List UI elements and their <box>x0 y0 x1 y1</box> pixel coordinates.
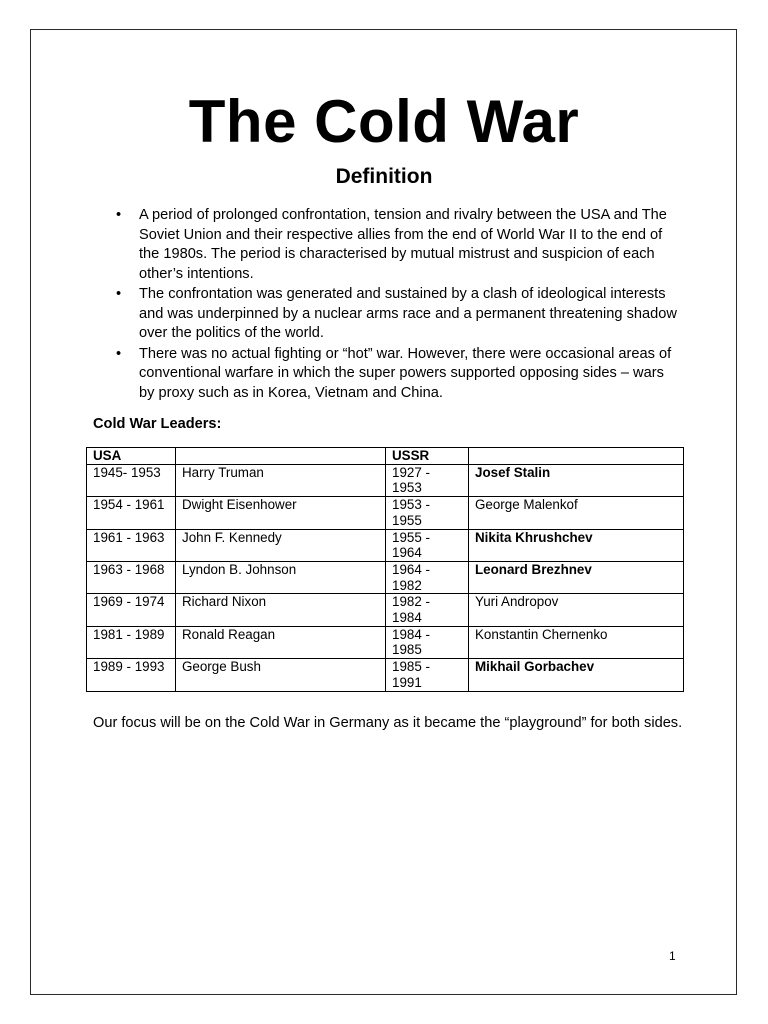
ussr-term: 1964 - 1982 <box>386 561 469 593</box>
table-row <box>87 497 684 529</box>
table-row <box>87 529 684 561</box>
bullet-text: The confrontation was generated and sustained by a clash of ideological interests and was underpinned by a nuclear arms race and a permanent threatening shadow over the politics of the world. <box>139 286 677 341</box>
page-title: The Cold War <box>188 88 580 155</box>
usa-term: 1954 - 1961 <box>87 497 176 529</box>
ussr-leader: George Malenkof <box>469 497 684 529</box>
table-row <box>87 561 684 593</box>
ussr-term: 1953 - 1955 <box>386 497 469 529</box>
bullet-text: A period of prolonged confrontation, tension and rivalry between the USA and The Soviet Union and their respective allies from the end of World War II to the end of the 1980s. The period is characterised by mutual mistrust and suspicion of each other’s intentions. <box>139 207 667 282</box>
ussr-leader: Yuri Andropov <box>469 594 684 626</box>
section-heading-definition: Definition <box>335 165 433 188</box>
ussr-leader: Leonard Brezhnev <box>469 561 684 593</box>
focus-paragraph: Our focus will be on the Cold War in Germany as it became the “playground” for both sides. <box>93 715 683 731</box>
usa-leader: Lyndon B. Johnson <box>176 561 386 593</box>
usa-term: 1989 - 1993 <box>87 659 176 691</box>
table-row <box>87 464 684 496</box>
ussr-leader: Mikhail Gorbachev <box>469 659 684 691</box>
usa-leader: Ronald Reagan <box>176 626 386 658</box>
header-usa-leader <box>176 448 386 465</box>
ussr-leader: Nikita Khrushchev <box>469 529 684 561</box>
leaders-heading: Cold War Leaders: <box>93 416 222 432</box>
ussr-term: 1982 - 1984 <box>386 594 469 626</box>
bullet-text: There was no actual fighting or “hot” war. However, there were occasional areas of conventional warfare in which the super powers supported opposing sides – wars by proxy such as in Korea, Vietnam and China. <box>139 345 672 401</box>
ussr-term: 1984 - 1985 <box>386 626 469 658</box>
ussr-leader: Konstantin Chernenko <box>469 626 684 658</box>
header-usa: USA <box>87 448 176 465</box>
usa-leader: Dwight Eisenhower <box>176 497 386 529</box>
usa-term: 1963 - 1968 <box>87 561 176 593</box>
header-ussr: USSR <box>386 448 469 465</box>
bullet-glyph: • <box>116 345 122 362</box>
usa-leader: Richard Nixon <box>176 594 386 626</box>
usa-leader: George Bush <box>176 659 386 691</box>
usa-term: 1945- 1953 <box>87 464 176 496</box>
header-ussr-leader <box>469 448 684 465</box>
leaders-table <box>86 447 684 692</box>
table-row <box>87 659 684 691</box>
bullet-glyph: • <box>116 207 122 223</box>
bullet-item <box>116 345 679 404</box>
ussr-term: 1927 - 1953 <box>386 464 469 496</box>
bullet-item <box>116 206 679 284</box>
usa-term: 1961 - 1963 <box>87 529 176 561</box>
table-row <box>87 594 684 626</box>
table-row <box>87 626 684 658</box>
ussr-term: 1985 - 1991 <box>386 659 469 691</box>
usa-leader: John F. Kennedy <box>176 529 386 561</box>
table-header-row <box>87 448 684 465</box>
usa-term: 1969 - 1974 <box>87 594 176 626</box>
bullet-glyph: • <box>116 286 122 302</box>
definition-bullet-list <box>116 206 679 403</box>
bullet-item <box>116 285 679 344</box>
page-number: 1 <box>669 949 676 963</box>
ussr-leader: Josef Stalin <box>469 464 684 496</box>
ussr-term: 1955 - 1964 <box>386 529 469 561</box>
usa-leader: Harry Truman <box>176 464 386 496</box>
usa-term: 1981 - 1989 <box>87 626 176 658</box>
